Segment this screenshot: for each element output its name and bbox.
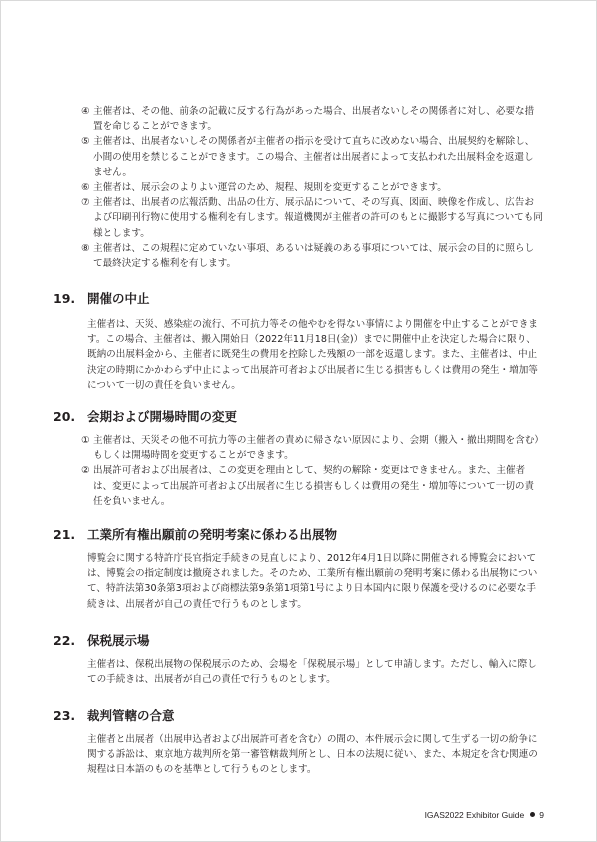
section-number: 21. [53, 527, 76, 542]
clause-item [81, 180, 543, 195]
section-body-23: 主催者と出展者（出展申込者および出展許可者を含む）の間の、本件展示会に関して生ずる一切の紛争に関する訴訟は、東京地方裁判所を第一審管轄裁判所とし、日本の法規に従い、また、本規定を含む関連の規程は日本語のものを基準として行うものとします。 [87, 734, 538, 776]
clause-number: ① [81, 435, 90, 446]
section-body-22: 主催者は、保税出展物の保税展示のため、会場を「保税展示場」として申請します。ただし、輸入に際しての手続きは、出展者が自己の責任で行うものとします。 [87, 659, 537, 686]
section-number: 19. [53, 291, 76, 306]
section-list-20 [81, 433, 543, 509]
clause-text: 主催者は、この規程に定めていない事項、あるいは疑義のある事項については、展示会の目的に照らして最終決定する権利を有します。 [93, 242, 535, 270]
clause-text: 主催者は、出展者ないしその関係者が主催者の指示を受けて直ちに改めない場合、出展契約を解除し、小間の使用を禁じることができます。この場合、主催者は出展者によって支払われた出展料金を返還しません。 [93, 136, 535, 178]
section-title: 裁判管轄の合意 [87, 708, 175, 723]
bullet-dot-icon [530, 812, 535, 817]
section-heading-23 [53, 708, 543, 724]
guide-title: IGAS2022 Exhibitor Guide [424, 810, 525, 820]
section-title: 保税展示場 [87, 633, 150, 648]
section-body-19: 主催者は、天災、感染症の流行、不可抗力等その他やむを得ない事情により開催を中止することができます。この場合、主催者は、搬入開始日（2022年11月18日(金)）までに開催中止を決定した場合に限り、既納の出展料金から、主催者に既発生の費用を控除した残額の一部を返還します。また、主催者は、中止決定の時期にかかわらず中止によって出展許可者および出展者に生じる損害もしくは費用の発生・増加等について一切の責任を負いません。 [87, 319, 538, 391]
page-number: 9 [539, 810, 544, 820]
section-heading-19 [53, 291, 543, 307]
clause-number: ⑥ [81, 182, 90, 194]
section-number: 20. [53, 409, 76, 424]
clause-text: 主催者は、天災その他不可抗力等の主催者の責めに帰さない原因により、会期（搬入・撤出期間を含む）もしくは開場時間を変更することができます。 [93, 435, 540, 462]
section-title: 会期および開場時間の変更 [87, 409, 238, 424]
section-body-21: 博覧会に関する特許庁長官指定手続きの見直しにより、2012年4月1日以降に開催される博覧会においては、博覧会の指定制度は撤廃されました。そのため、工業所有権出願前の発明考案に係わる出展物について、特許法第30条第3項および商標法第9条第1項第1号により日本国内に限り保護を受けるのに必要な手続きは、出展者が自己の責任で行うものとします。 [87, 553, 538, 610]
clause-item [81, 195, 543, 241]
clause-list [81, 104, 543, 271]
clause-item [81, 134, 543, 180]
section-heading-22 [53, 633, 543, 649]
clause-number: ② [81, 465, 90, 477]
clause-text: 主催者は、その他、前条の記載に反する行為があった場合、出展者ないしその関係者に対し、必要な措置を命じることができます。 [93, 106, 535, 133]
clause-text: 出展許可者および出展者は、この変更を理由として、契約の解除・変更はできません。また、主催者は、変更によって出展許可者および出展者に生じる損害もしくは費用の発生・増加等について一切の責任を負いません。 [93, 465, 535, 507]
clause-item [81, 463, 543, 509]
clause-item [81, 433, 543, 463]
section-title: 開催の中止 [87, 291, 150, 306]
clause-number: ⑤ [81, 136, 90, 148]
section-heading-21 [53, 527, 543, 543]
page-footer [425, 810, 544, 821]
clause-item [81, 241, 543, 271]
clause-text: 主催者は、展示会のよりよい運営のため、規程、規則を変更することができます。 [93, 182, 447, 194]
clause-number: ⑦ [81, 197, 90, 209]
section-number: 23. [53, 708, 76, 723]
section-number: 22. [53, 633, 76, 648]
section-heading-20 [53, 409, 543, 425]
section-title: 工業所有権出願前の発明考案に係わる出展物 [87, 527, 338, 542]
clause-text: 主催者は、出展者の広報活動、出品の仕方、展示品について、その写真、図面、映像を作成し、広告および印刷刊行物に使用する権利を有します。報道機関が主催者の許可のもとに撮影する写真についても同様とします。 [93, 197, 543, 239]
clause-number: ④ [81, 106, 90, 117]
clause-item [81, 104, 543, 134]
clause-number: ⑧ [81, 242, 90, 254]
